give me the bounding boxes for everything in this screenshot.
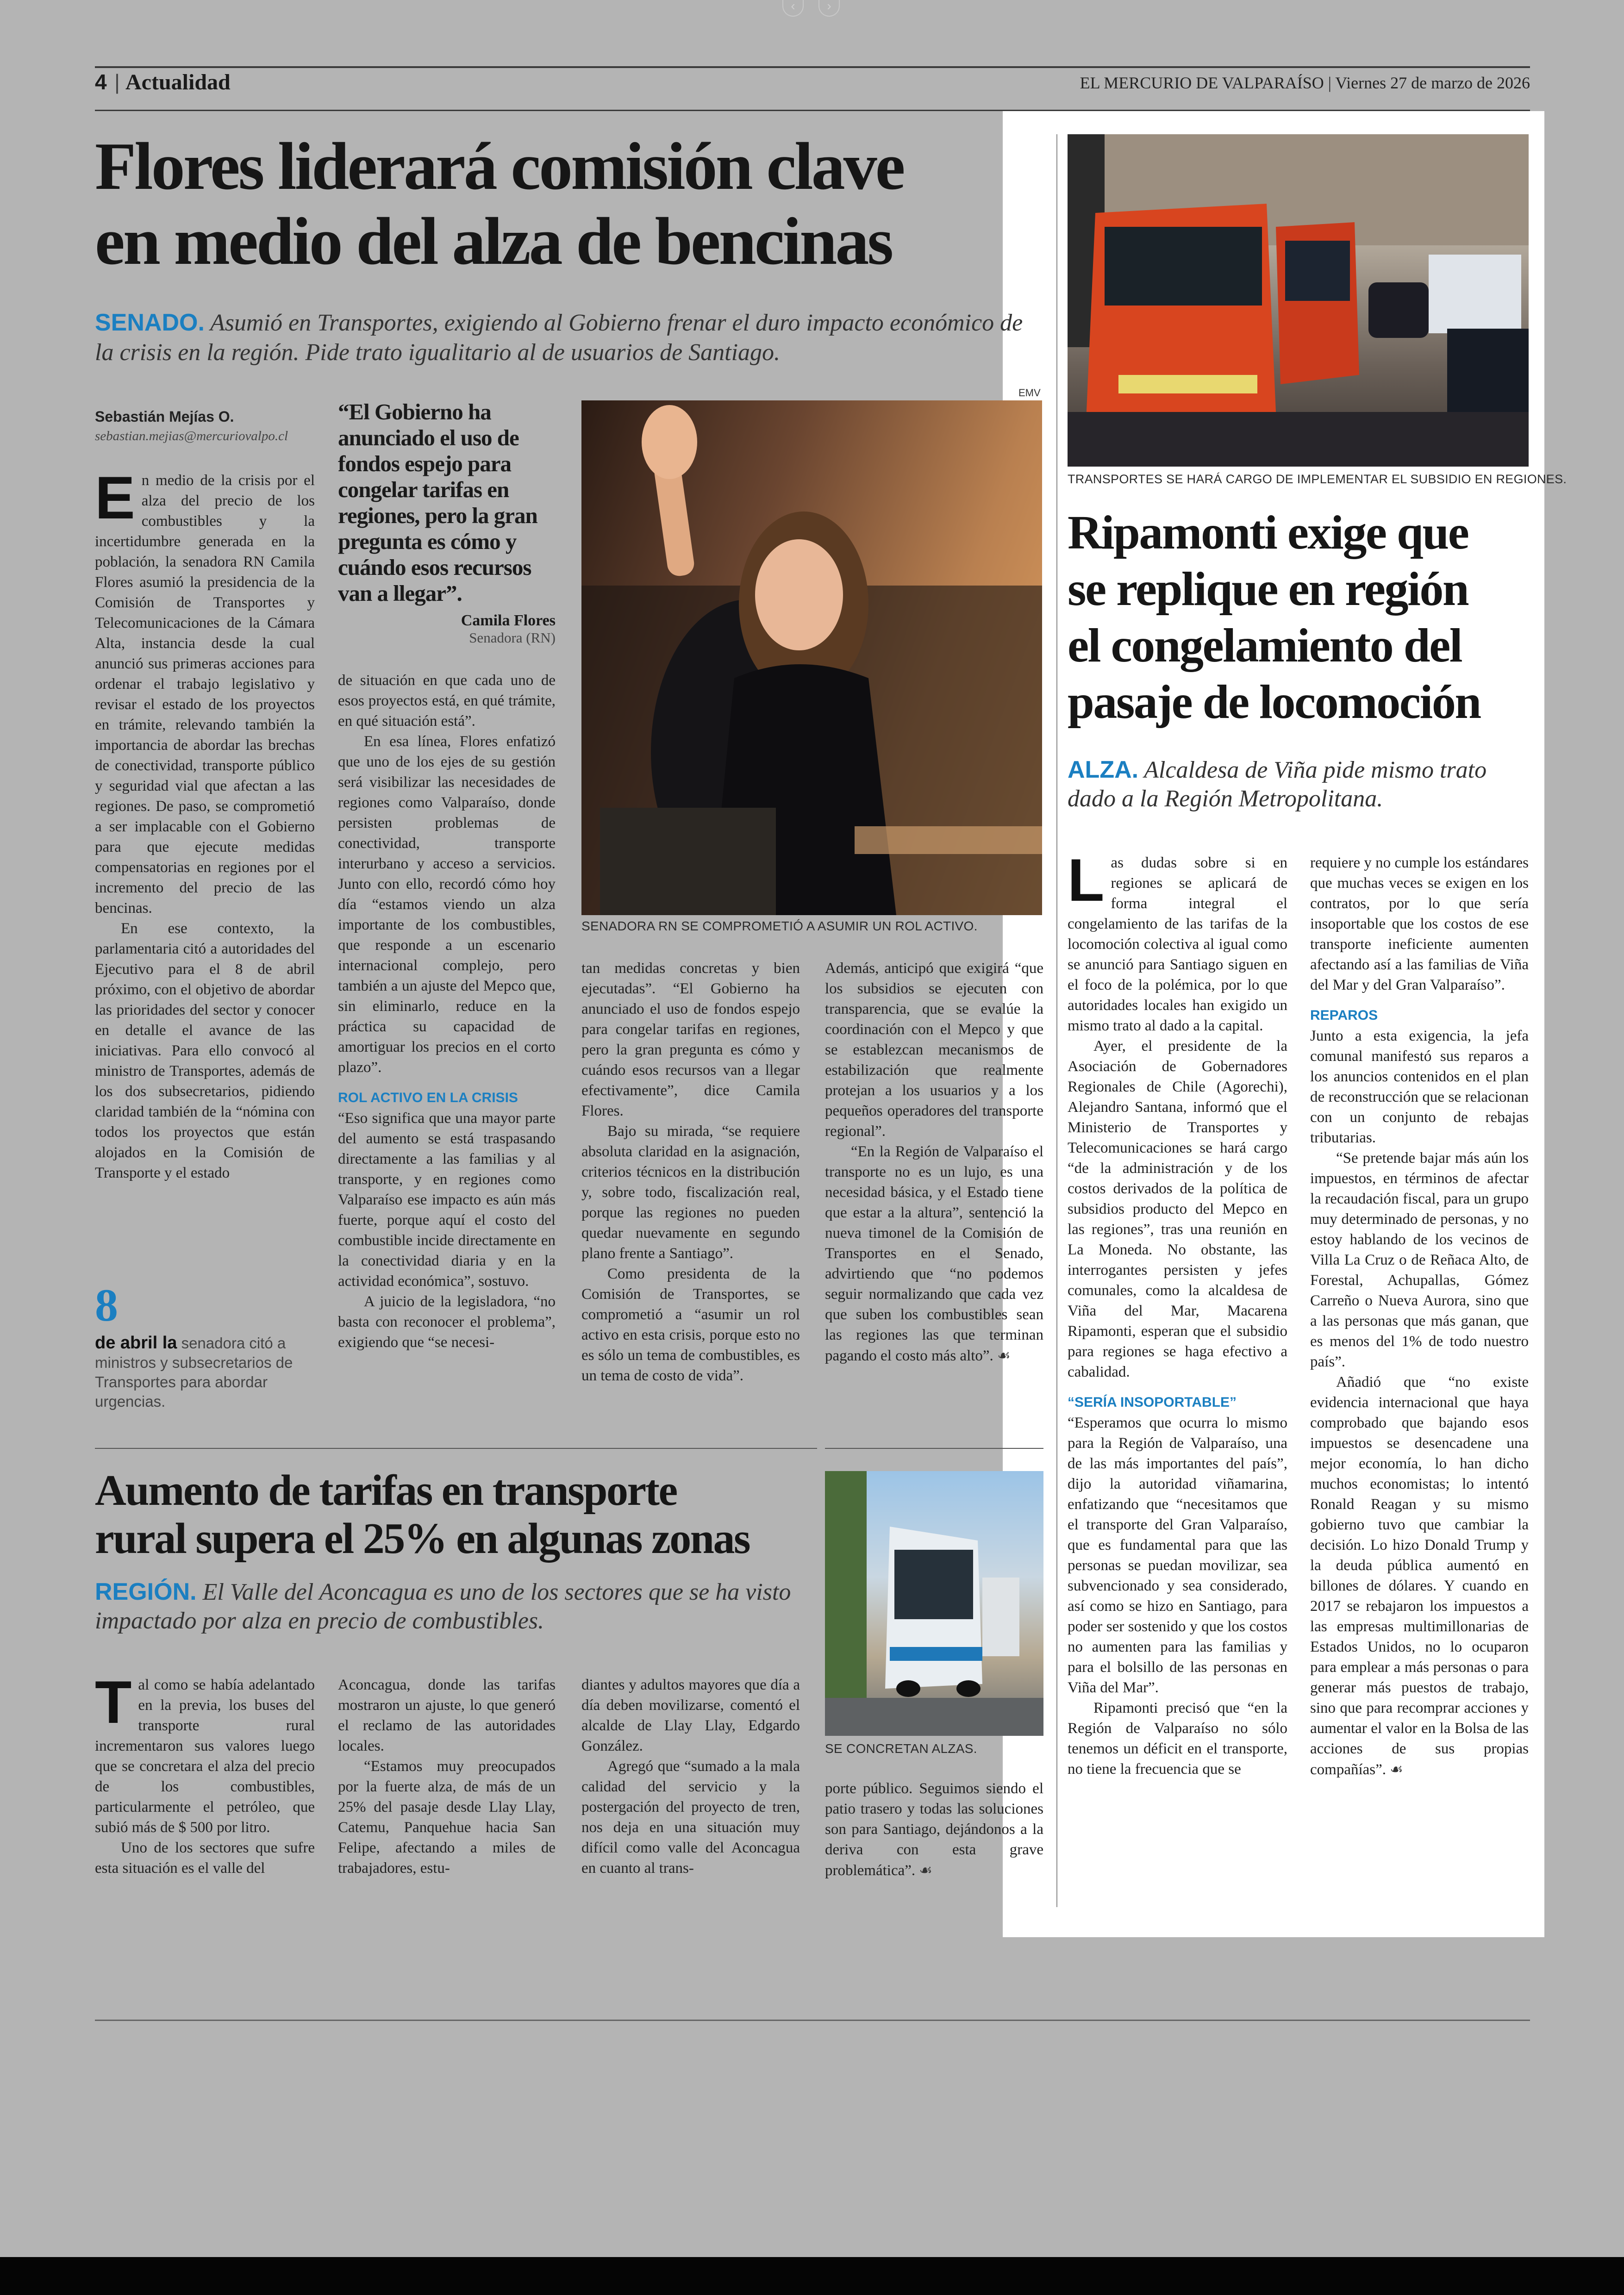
right-headline-line3: el congelamiento del xyxy=(1068,619,1462,672)
section-name: Actualidad xyxy=(125,70,231,94)
bottom-photo-rule xyxy=(825,1448,1043,1449)
bottom-deck xyxy=(95,1578,817,1635)
right-drop-cap: L xyxy=(1068,853,1105,914)
main-photo-credit: EMV xyxy=(1018,387,1041,399)
right-col2-paragraph-1: requiere y no cumple los estándares que muchas veces se exigen en los contratos, por lo que sería insoportable que los costos de ese transporte ineficiente aumenten afectando así a las familias de Viña del Mar y del Gran Valparaíso”. xyxy=(1310,854,1529,993)
city-buses-photo-caption: TRANSPORTES SE HARÁ CARGO DE IMPLEMENTAR EL SUBSIDIO EN REGIONES. xyxy=(1068,472,1567,486)
publication-name: EL MERCURIO DE VALPARAÍSO xyxy=(1080,74,1324,92)
right-col1-paragraph-1: Las dudas sobre si en regiones se aplicará de forma integral el congelamiento de las tarifas de la locomoción colectiva al igual como se anunció para Santiago siguen en el foco de la polémica, por lo que autoridades locales han exigido un mismo trato al dado a la capital. xyxy=(1068,853,1287,1034)
header-bottom-rule xyxy=(95,110,1530,111)
right-deck xyxy=(1068,755,1530,813)
page-header xyxy=(95,69,1530,97)
right-col2-paragraph-4: Añadió que “no existe evidencia internacional que haya comprobado que bajando esos impuestos se desencadene una mejor economía, lo han dicho muchos economistas; lo intentó Ronald Reagan y su mismo gobierno tuvo que cambiar la decisión. Lo hizo Donald Trump y la deuda pública aumentó en billones de dólares. Y cuando en 2017 se rebajaron los impuestos a las empresas multimillonarias de Estados Unidos, no lo ocuparon para emplear a más personas o para generar más puestos de trabajo, sino que para recomprar acciones y aumentar el valor en la Bolsa de las acciones de sus propias compañías”. ☙ xyxy=(1310,1374,1529,1778)
main-column-2 xyxy=(338,670,556,1439)
pull-quote-text: “El Gobierno ha anunciado el uso de fondos espejo para congelar tarifas en regiones, pero la gran pregunta es cómo y cuándo esos recursos van a llegar”. xyxy=(338,399,537,606)
main-subhead-rol-activo: ROL ACTIVO EN LA CRISIS xyxy=(338,1090,518,1105)
main-headline xyxy=(95,129,1002,279)
chevron-right-icon: › xyxy=(827,0,831,13)
rural-bus-photo xyxy=(825,1471,1043,1736)
right-col2-paragraph-3: “Se pretende bajar más aún los impuestos, en términos de afectar la recaudación fiscal, para un grupo muy determinado de personas, y no estoy hablando de los vecinos de Villa La Cruz o de Reñaca Alto, de Forestal, Achupallas, Gómez Carreño o Nueva Aurora, sino que a las personas que más ganan, que es menos del 1% de todo nuestro país”. xyxy=(1310,1150,1529,1370)
main-column-4 xyxy=(825,958,1043,1435)
main-headline-line2: en medio del alza de bencinas xyxy=(95,204,892,279)
main-col3-paragraph-3: Como presidenta de la Comisión de Transportes, se comprometió a “asumir un rol activo en esta crisis, porque esto no es sólo un tema de combustibles, es un tema de costo de vida”. xyxy=(581,1266,800,1384)
bottom-col1-paragraph-1: Tal como se había adelantado en la previa, los buses del transporte rural incrementaron sus valores luego que se concretara el alza del precio de los combustibles, particularmente el petróleo, que subió más de $ 500 por litro. xyxy=(95,1675,315,1836)
bottom-article-rule xyxy=(95,1448,817,1449)
rural-bus-illustration xyxy=(825,1471,1043,1736)
right-headline-line2: se replique en región xyxy=(1068,562,1468,616)
main-column-1 xyxy=(95,470,315,1396)
main-col4-paragraph-2: “En la Región de Valparaíso el transporte no es un lujo, es una necesidad básica, y el Estado tiene que estar a la altura”, sentenció la nueva timonel de la Comisión de Transportes en el Senado, advirtiendo que “no podemos seguir normalizando que cada vez que suben los combustibles sean las regiones las que terminan pagando el costo más alto”. ☙ xyxy=(825,1143,1043,1364)
city-buses-illustration xyxy=(1068,134,1529,467)
right-subhead-insoportable: “SERÍA INSOPORTABLE” xyxy=(1068,1395,1237,1410)
senator-photo xyxy=(581,400,1042,915)
page-bottom-rule xyxy=(95,2020,1530,2021)
right-deck-text: Alcaldesa de Viña pide mismo trato dado a la Región Metropolitana. xyxy=(1068,757,1487,812)
main-col3-paragraph-2: Bajo su mirada, “se requiere absoluta claridad en la asignación, criterios técnicos en la distribución y, sobre todo, fiscalización real, porque las regiones no pueden quedar nuevamente en segundo plano frente a Santiago”. xyxy=(581,1123,800,1262)
page-number: 4 xyxy=(95,70,107,94)
pull-quote-role: Senadora (RN) xyxy=(469,630,556,646)
right-subhead-reparos: REPAROS xyxy=(1310,1008,1378,1023)
right-headline-line1: Ripamonti exige que xyxy=(1068,506,1468,559)
author-name: Sebastián Mejías O. xyxy=(95,408,234,425)
header-publication-info xyxy=(1080,73,1530,93)
right-column-1 xyxy=(1068,853,1287,1899)
right-col2-paragraph-2: Junto a esta exigencia, la jefa comunal manifestó sus reparos a los anuncios contenidos en el plan de reconstrucción que se relacionan con un conjunto de rebajas tributarias. xyxy=(1310,1028,1529,1146)
right-kicker: ALZA. xyxy=(1068,756,1139,783)
right-col1-paragraph-2: Ayer, el presidente de la Asociación de Gobernadores Regionales de Chile (Agorechi), Alejandro Santana, informó que el Ministerio de Transportes y Telecomunicaciones se hará cargo “de la administración y de los costos derivados de la política de subsidios producto del Mepco en las regiones”, tras una reunión en La Moneda. No obstante, las interrogantes persisten y jefes comunales, como la alcaldesa de Viña del Mar, Macarena Ripamonti, esperan que el subsidio para regiones se haga efectivo a cabalidad. xyxy=(1068,1038,1287,1380)
pull-quote xyxy=(338,399,556,646)
header-divider: | xyxy=(114,70,120,94)
viewer-bottom-bar xyxy=(0,2257,1624,2295)
main-column-3 xyxy=(581,958,800,1435)
bottom-column-1 xyxy=(95,1675,315,1902)
main-col2-paragraph-2: En esa línea, Flores enfatizó que uno de los ejes de su gestión será visibilizar las necesidades de regiones como Valparaíso, donde persisten problemas de conectividad, transporte interurbano y acceso a servicios. Junto con ello, recordó cómo hoy día “estamos viendo un alza importante de los combustibles, que responde a un escenario internacional complejo, pero también a un ajuste del Mepco que, sin eliminarlo, reduce en la práctica su capacidad de amortiguar los precios en el corto plazo”. xyxy=(338,733,556,1076)
bottom-col2-paragraph-2: “Estamos muy preocupados por la fuerte alza, de más de un 25% del pasaje desde Llay Llay, Catemu, Panquehue hacia San Felipe, afectando a miles de trabajadores, estu- xyxy=(338,1758,556,1877)
main-col1-paragraph-2: En ese contexto, la parlamentaria citó a autoridades del Ejecutivo para el 8 de abril próximo, con el objetivo de abordar las prioridades del sector y conocer en detalle el avance de las iniciativas. Para ello convocó al ministro de Transportes, además de los dos subsecretarios, pidiendo claridad también de la “nómina con todos los proyectos que están alojados en la Comisión de Transporte y el estado xyxy=(95,920,315,1181)
fact-bold: de abril la xyxy=(95,1333,177,1353)
bottom-col2-paragraph-1: Aconcagua, donde las tarifas mostraron un ajuste, lo que generó el reclamo de las autoridades locales. xyxy=(338,1677,556,1754)
main-col2-paragraph-1: de situación en que cada uno de esos proyectos está, en qué trámite, en qué situación está”. xyxy=(338,672,556,730)
bottom-col4-paragraph-1: porte público. Seguimos siendo el patio trasero y todas las soluciones son para Santiago, dejándonos a la deriva con esta grave problemática”. ☙ xyxy=(825,1780,1043,1879)
end-mark-icon: ☙ xyxy=(1390,1760,1403,1778)
end-mark-icon: ☙ xyxy=(997,1347,1011,1364)
fact-number: 8 xyxy=(95,1279,118,1331)
author-email: sebastian.mejias@mercuriovalpo.cl xyxy=(95,429,288,443)
bottom-headline-line1: Aumento de tarifas en transporte xyxy=(95,1466,677,1515)
senator-photo-illustration xyxy=(581,400,1042,915)
main-col4-paragraph-1: Además, anticipó que exigirá “que los subsidios se ejecuten con transparencia, que se evalúe la coordinación con el Mepco y que se establezcan mecanismos de estabilización que realmente protejan a los usuarios y a los pequeños operadores del transporte regional”. xyxy=(825,960,1043,1140)
right-col1-paragraph-4: Ripamonti precisó que “en la Región de Valparaíso no sólo tenemos un déficit en el transporte, no tiene la frecuencia que se xyxy=(1068,1700,1287,1777)
bottom-col1-paragraph-2: Uno de los sectores que sufre esta situación es el valle del xyxy=(95,1840,315,1877)
right-headline xyxy=(1068,505,1530,730)
bottom-kicker: REGIÓN. xyxy=(95,1578,197,1605)
right-column-2 xyxy=(1310,853,1529,1899)
main-col1-paragraph-1: En medio de la crisis por el alza del precio de los combustibles y la incertidumbre generada en la población, la senadora RN Camila Flores asumió la presidencia de la Comisión de Transportes y Telecomunicaciones de la Cámara Alta, instancia desde la cual anunció sus primeras acciones para ordenar el trabajo legislativo y revisar el estado de los proyectos en trámite, relevando también la importancia de abordar las brechas de conectividad, transporte público y seguridad vial que afectan a las regiones. De paso, se comprometió a ser implacable con el Gobierno para que ejecute medidas compensatorias en regiones por el incremento del precio de las bencinas. xyxy=(95,470,315,917)
rural-bus-photo-caption: SE CONCRETAN ALZAS. xyxy=(825,1741,977,1756)
main-photo-caption: SENADORA RN SE COMPROMETIÓ A ASUMIR UN ROL ACTIVO. xyxy=(581,919,978,933)
bottom-column-3 xyxy=(581,1675,800,1902)
fact-box xyxy=(95,1279,315,1411)
main-col2-paragraph-4: A juicio de la legisladora, “no basta con reconocer el problema”, exigiendo que “se necesi- xyxy=(338,1293,556,1351)
main-col3-paragraph-1: tan medidas concretas y bien ejecutadas”. “El Gobierno ha anunciado el uso de fondos espejo para congelar tarifas en regiones, pero la gran pregunta es cómo y cuándo esos recursos van a llegar efectivamente”, dice Camila Flores. xyxy=(581,960,800,1119)
fact-text xyxy=(95,1333,315,1411)
column-separator xyxy=(1056,134,1057,1907)
main-deck-text: Asumió en Transportes, exigiendo al Gobierno frenar el duro impacto económico de la crisis en la región. Pide trato igualitario al de usuarios de Santiago. xyxy=(95,310,1023,366)
right-headline-line4: pasaje de locomoción xyxy=(1068,675,1480,729)
header-date-divider: | xyxy=(1328,74,1336,92)
bottom-headline-line2: rural supera el 25% en algunas zonas xyxy=(95,1515,750,1563)
bottom-column-4 xyxy=(825,1778,1043,1903)
bottom-col3-paragraph-2: Agregó que “sumado a la mala calidad del servicio y la postergación del proyecto de tren, nos deja en una situación muy difícil como valle del Aconcagua en cuanto al trans- xyxy=(581,1758,800,1877)
chevron-left-icon: ‹ xyxy=(791,0,795,13)
fact-description: senadora citó a ministros y subsecretarios de Transportes para abordar urgencias. xyxy=(95,1335,293,1410)
main-headline-line1: Flores liderará comisión clave xyxy=(95,129,904,204)
end-mark-icon: ☙ xyxy=(919,1861,933,1879)
main-deck xyxy=(95,308,1044,368)
bottom-headline xyxy=(95,1466,817,1563)
bottom-deck-text: El Valle del Aconcagua es uno de los sectores que se ha visto impactado por alza en precio de combustibles. xyxy=(95,1579,791,1634)
main-col2-paragraph-3: “Eso significa que una mayor parte del aumento se está traspasando directamente a las familias y al transporte, y en regiones como Valparaíso ese impacto es aún más fuerte, porque aquí el costo del combustible incide directamente en la conectividad diaria y en la actividad económica”, sostuvo. xyxy=(338,1110,556,1290)
city-buses-photo xyxy=(1068,134,1529,467)
main-kicker: SENADO. xyxy=(95,309,205,336)
bottom-col3-paragraph-1: diantes y adultos mayores que día a día deben movilizarse, comentó el alcalde de Llay Llay, Edgardo González. xyxy=(581,1677,800,1754)
main-drop-cap: E xyxy=(95,470,135,531)
publication-date: Viernes 27 de marzo de 2026 xyxy=(1335,74,1530,92)
pull-quote-author: Camila Flores xyxy=(461,612,556,629)
bottom-column-2 xyxy=(338,1675,556,1902)
header-top-rule xyxy=(95,66,1530,68)
right-col1-paragraph-3: “Esperamos que ocurra lo mismo para la Región de Valparaíso, una de las más importantes del país”, dijo la autoridad viñamarina, enfatizando que “necesitamos que el transporte del Gran Valparaíso, que es fundamental para que las personas se puedan movilizar, sea subvencionado y sea considerado, así como se hizo en Santiago, para poder ser sostenido y que los costos no aumenten para las familias y para el bolsillo de las personas en Viña del Mar”. xyxy=(1068,1415,1287,1696)
bottom-drop-cap: T xyxy=(95,1675,132,1736)
